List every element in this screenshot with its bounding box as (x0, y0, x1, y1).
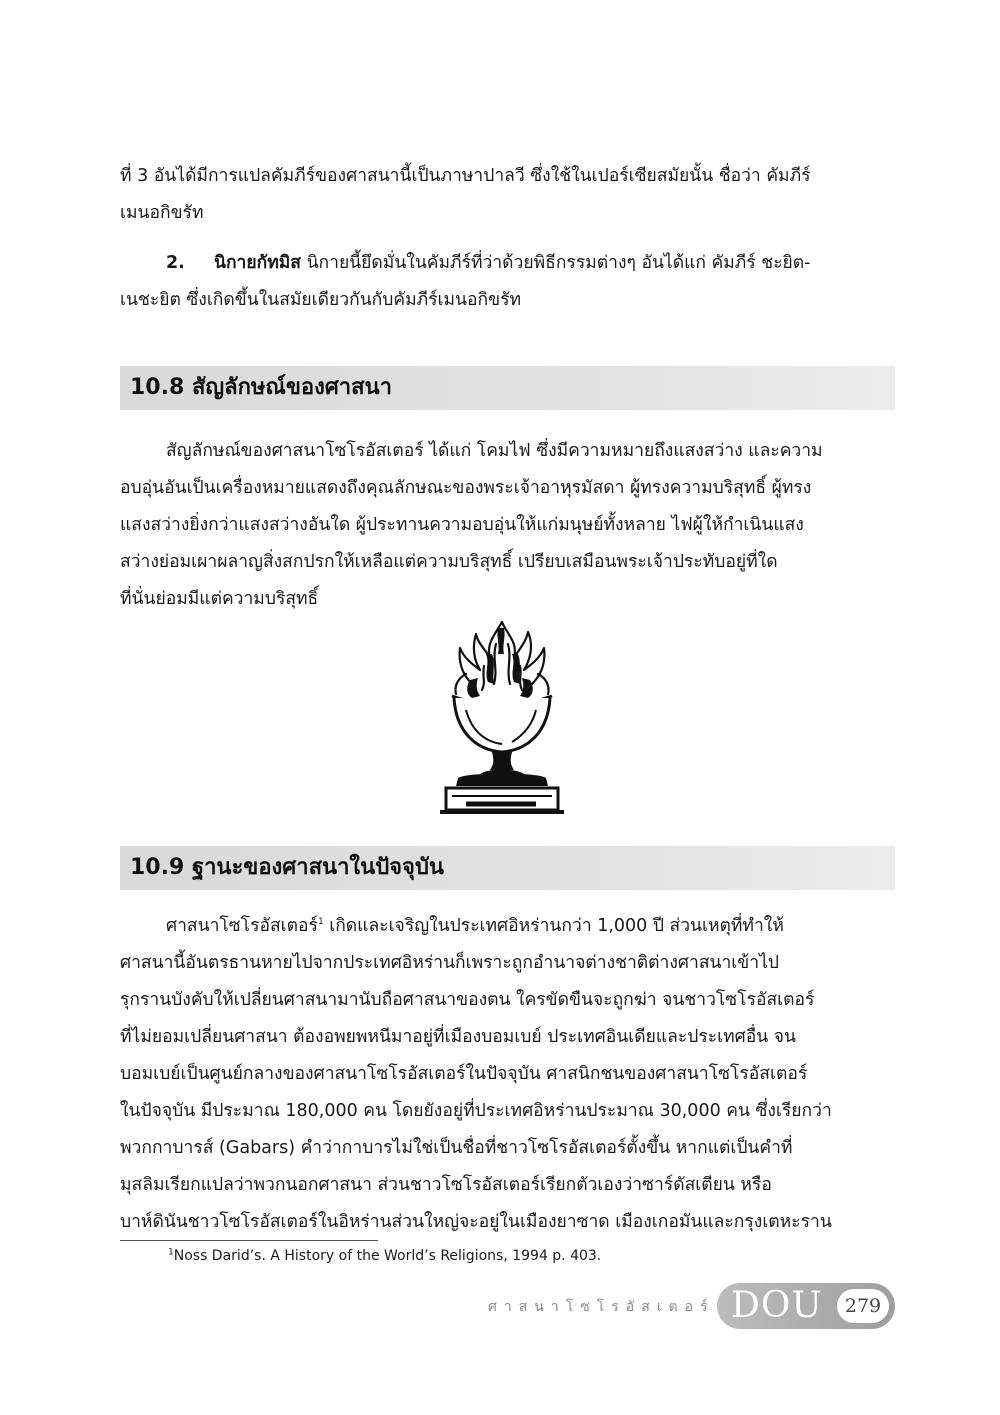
running-title: ศาสนาโซโรอัสเตอร์ (488, 1299, 715, 1315)
footnote-marker: 1 (168, 1247, 174, 1258)
section-heading-10-8: 10.8 สัญลักษณ์ของศาสนา (120, 366, 895, 410)
section-10-8-line: อบอุ่นอันเป็นเครื่องหมายแสดงถึงคุณลักษณะของพระเจ้าอาหุรมัสดา ผู้ทรงความบริสุทธิ์ ผู้ทรง (120, 478, 812, 498)
list-item-term: นิกายกัทมิส (214, 253, 301, 273)
section-10-8-body (120, 433, 895, 618)
list-item-2-line-1 (120, 245, 895, 282)
section-10-9-line: รุกรานบังคับให้เปลี่ยนศาสนามานับถือศาสนาของตน ใครขัดขืนจะถูกฆ่า จนชาวโซโรอัสเตอร์ (120, 990, 815, 1010)
dou-logo-text: DOU (731, 1285, 823, 1326)
section-10-9-line: ในปัจจุบัน มีประมาณ 180,000 คน โดยยังอยู่ที่ประเทศอิหร่านประมาณ 30,000 คน ซึ่งเรียกว่า (120, 1101, 832, 1121)
section-10-9-line: ที่ไม่ยอมเปลี่ยนศาสนา ต้องอพยพหนีมาอยู่ที่เมืองบอมเบย์ ประเทศอินเดียและประเทศอื่น จน (120, 1027, 797, 1047)
section-10-9-line: พวกกาบารส์ (Gabars) คำว่ากาบารไม่ใช่เป็นชื่อที่ชาวโซโรอัสเตอร์ตั้งขึ้น หากแต่เป็นคำที่ (120, 1138, 793, 1158)
page-number: 279 (837, 1289, 889, 1323)
section-10-8-line: ที่นั่นย่อมมีแต่ความบริสุทธิ์ (120, 589, 319, 609)
section-10-9-line: บาห์ดินันชาวโซโรอัสเตอร์ในอิหร่านส่วนใหญ่จะอยู่ในเมืองยาซาด เมืองเกอมันและกรุงเตหะราน (120, 1212, 832, 1232)
section-10-9-line: ศาสนานี้อันตรธานหายไปจากประเทศอิหร่านก็เพราะถูกอำนาจต่างชาติต่างศาสนาเข้าไป (120, 953, 779, 973)
intro-paragraph (120, 158, 895, 232)
section-10-8-line: สว่างย่อมเผาผลาญสิ่งสกปรกให้เหลือแต่ความบริสุทธิ์ เปรียบเสมือนพระเจ้าประทับอยู่ที่ใด (120, 552, 778, 572)
intro-line-2: เมนอกิขรัท (120, 203, 204, 223)
section-10-8-line: สัญลักษณ์ของศาสนาโซโรอัสเตอร์ ได้แก่ โคมไฟ ซึ่งมีความหมายถึงแสงสว่าง และความ (166, 441, 823, 461)
list-item-2-text: นิกายนี้ยึดมั่นในคัมภีร์ที่ว่าด้วยพิธีกรรมต่างๆ อันได้แก่ คัมภีร์ ชะยิต- (301, 253, 811, 273)
section-10-9-line-1 (120, 908, 895, 945)
section-10-9-line: มุสลิมเรียกแปลว่าพวกนอกศาสนา ส่วนชาวโซโรอัสเตอร์เรียกตัวเองว่าซาร์ดัสเตียน หรือ (120, 1175, 772, 1195)
list-item-2 (120, 245, 895, 319)
list-item-2-line-2: เนชะยิต ซึ่งเกิดขึ้นในสมัยเดียวกันกับคัมภีร์เมนอกิขรัท (120, 290, 522, 310)
intro-line-1: ที่ 3 อันได้มีการแปลคัมภีร์ของศาสนานี้เป็นภาษาปาลวี ซึ่งใช้ในเปอร์เซียสมัยนั้น ชื่อว่า คัมภีร์ (120, 166, 811, 186)
section-10-9-body (120, 908, 895, 1241)
section-10-9-line-1-rest: เกิดและเจริญในประเทศอิหร่านกว่า 1,000 ปี ส่วนเหตุที่ทำให้ (323, 916, 784, 936)
list-item-number: 2. (166, 253, 185, 273)
section-10-8-line: แสงสว่างยิ่งกว่าแสงสว่างอันใด ผู้ประทานความอบอุ่นให้แก่มนุษย์ทั้งหลาย ไฟผู้ให้กำเนินแสง (120, 515, 804, 535)
footnote (168, 1246, 601, 1266)
footnote-text: Noss Darid’s. A History of the World’s Religions, 1994 p. 403. (173, 1248, 602, 1264)
section-10-9-line-1-start: ศาสนาโซโรอัสเตอร์ (166, 916, 318, 936)
section-heading-10-9: 10.9 ฐานะของศาสนาในปัจจุบัน (120, 846, 895, 890)
footnote-reference[interactable]: 1 (317, 917, 324, 928)
section-10-9-line: บอมเบย์เป็นศูนย์กลางของศาสนาโซโรอัสเตอร์ในปัจจุบัน ศาสนิกชนของศาสนาโซโรอัสเตอร์ (120, 1064, 808, 1084)
dou-badge (717, 1283, 895, 1329)
fire-lamp-illustration (436, 614, 568, 822)
footnote-divider (120, 1240, 378, 1241)
